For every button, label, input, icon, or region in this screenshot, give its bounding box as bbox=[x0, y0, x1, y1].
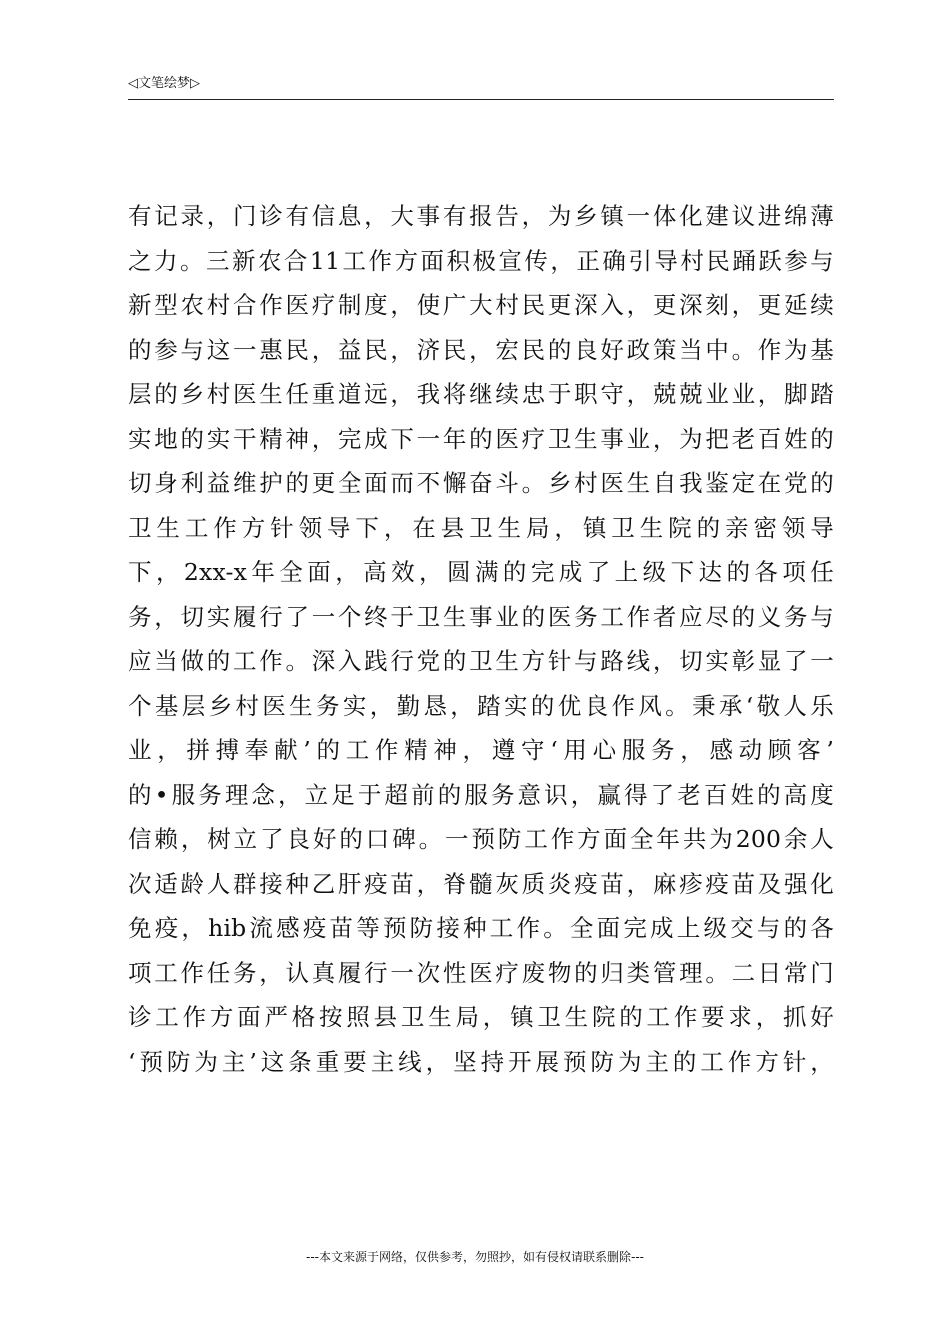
body-line: 新型农村合作医疗制度，使广大村民更深入，更深刻，更延续 bbox=[128, 291, 834, 319]
body-line: ‘预防为主’这条重要主线，坚持开展预防为主的工作方针， bbox=[128, 1047, 834, 1076]
header-title: ◁文笔绘梦▷ bbox=[128, 76, 200, 91]
body-line: 之力。三新农合11工作方面积极宣传，正确引导村民踊跃参与 bbox=[128, 246, 834, 275]
body-line: 免疫，hib流感疫苗等预防接种工作。全面完成上级交与的各 bbox=[128, 914, 834, 942]
body-line: 下，2xx-x年全面，高效，圆满的完成了上级下达的各项任 bbox=[128, 558, 834, 586]
body-line: 诊工作方面严格按照县卫生局，镇卫生院的工作要求，抓好 bbox=[128, 1003, 834, 1031]
page-footer: ---本文来源于网络，仅供参考，勿照抄，如有侵权请联系删除--- bbox=[306, 1250, 644, 1264]
body-line: 信赖，树立了良好的口碑。一预防工作方面全年共为200余人 bbox=[128, 825, 834, 853]
document-body bbox=[128, 194, 834, 1084]
body-line: 的•服务理念，立足于超前的服务意识，赢得了老百姓的高度 bbox=[128, 780, 834, 809]
body-line: 层的乡村医生任重道远，我将继续忠于职守，兢兢业业，脚踏 bbox=[128, 380, 834, 408]
body-line: 业，拼搏奉献’的工作精神，遵守‘用心服务，感动顾客’ bbox=[128, 736, 834, 764]
body-line: 次适龄人群接种乙肝疫苗，脊髓灰质炎疫苗，麻疹疫苗及强化 bbox=[128, 869, 834, 898]
body-line: 切身利益维护的更全面而不懈奋斗。乡村医生自我鉴定在党的 bbox=[128, 469, 834, 497]
body-line: 项工作任务，认真履行一次性医疗废物的归类管理。二日常门 bbox=[128, 958, 834, 987]
body-line: 应当做的工作。深入践行党的卫生方针与路线，切实彰显了一 bbox=[128, 647, 834, 675]
body-line: 实地的实干精神，完成下一年的医疗卫生事业，为把老百姓的 bbox=[128, 424, 834, 453]
body-line: 个基层乡村医生务实，勤恳，踏实的优良作风。秉承‘敬人乐 bbox=[128, 691, 834, 720]
page-header bbox=[128, 72, 834, 100]
body-line: 的参与这一惠民，益民，济民，宏民的良好政策当中。作为基 bbox=[128, 335, 834, 364]
body-line: 务，切实履行了一个终于卫生事业的医务工作者应尽的义务与 bbox=[128, 602, 834, 631]
body-line: 有记录，门诊有信息，大事有报告，为乡镇一体化建议进绵薄 bbox=[128, 202, 834, 230]
body-line: 卫生工作方针领导下，在县卫生局，镇卫生院的亲密领导 bbox=[128, 513, 834, 542]
